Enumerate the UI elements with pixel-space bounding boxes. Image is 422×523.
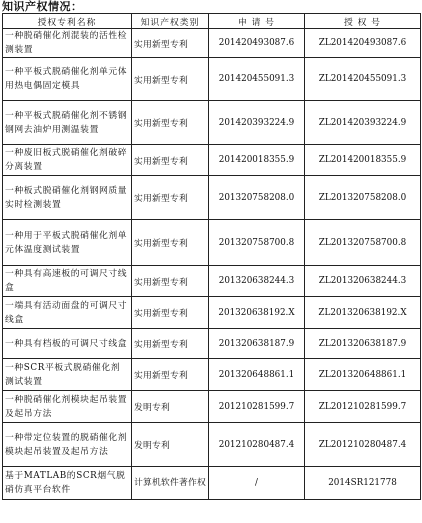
- grant-no: ZL201320638192.X: [305, 297, 421, 329]
- ip-category: 实用新型专利: [132, 29, 209, 58]
- application-no: 201420018355.9: [209, 145, 305, 176]
- ip-category: 实用新型专利: [132, 176, 209, 220]
- application-no: /: [209, 467, 305, 500]
- table-row: [3, 176, 421, 220]
- grant-no: ZL201320758700.8: [305, 220, 421, 266]
- application-no: 201420455091.3: [209, 58, 305, 101]
- patent-name: 一种具有档板的可调尺寸线盒: [3, 329, 132, 359]
- table-row: [3, 101, 421, 145]
- application-no: 201420493087.6: [209, 29, 305, 58]
- table-row: [3, 359, 421, 391]
- grant-no: ZL201420393224.9: [305, 101, 421, 145]
- patent-name: 一种板式脱硝催化剂钢网质量实时检测装置: [3, 176, 132, 220]
- table-row: [3, 145, 421, 176]
- grant-no: ZL201210281599.7: [305, 391, 421, 423]
- table-row: [3, 391, 421, 423]
- table-row: [3, 423, 421, 467]
- patent-name: 一种脱硝催化剂模块起吊装置及起吊方法: [3, 391, 132, 423]
- ip-category: 计算机软件著作权: [132, 467, 209, 500]
- application-no: 201210281599.7: [209, 391, 305, 423]
- ip-category: 实用新型专利: [132, 101, 209, 145]
- patent-name: 一种用于平板式脱硝催化剂单元体温度测试装置: [3, 220, 132, 266]
- application-no: 201210280487.4: [209, 423, 305, 467]
- patent-name: 一种废旧板式脱硝催化剂破碎分离装置: [3, 145, 132, 176]
- application-no: 201320638192.X: [209, 297, 305, 329]
- ip-category: 发明专利: [132, 423, 209, 467]
- ip-category: 实用新型专利: [132, 329, 209, 359]
- grant-no: 2014SR121778: [305, 467, 421, 500]
- application-no: 201320758208.0: [209, 176, 305, 220]
- header-grant-no: 授 权 号: [305, 14, 421, 29]
- ip-category: 实用新型专利: [132, 359, 209, 391]
- patent-name: 基于MATLAB的SCR烟气脱硝仿真平台软件: [3, 467, 132, 500]
- table-row: [3, 266, 421, 297]
- grant-no: ZL201320758208.0: [305, 176, 421, 220]
- patent-name: 一端具有活动面盘的可调尺寸线盒: [3, 297, 132, 329]
- application-no: 201420393224.9: [209, 101, 305, 145]
- patent-name: 一种平板式脱硝催化剂不锈钢钢网去油炉用测温装置: [3, 101, 132, 145]
- header-patent-name: 授权专利名称: [3, 14, 132, 29]
- grant-no: ZL201210280487.4: [305, 423, 421, 467]
- table-row: [3, 467, 421, 500]
- ip-category: 实用新型专利: [132, 145, 209, 176]
- ip-category: 实用新型专利: [132, 58, 209, 101]
- table-row: [3, 29, 421, 58]
- grant-no: ZL201320648861.1: [305, 359, 421, 391]
- ip-category: 发明专利: [132, 391, 209, 423]
- ip-table: [2, 13, 421, 500]
- table-header-row: [3, 14, 421, 29]
- application-no: 201320648861.1: [209, 359, 305, 391]
- table-row: [3, 58, 421, 101]
- application-no: 201320758700.8: [209, 220, 305, 266]
- patent-name: 一种平板式脱硝催化剂单元体用热电偶固定模具: [3, 58, 132, 101]
- table-row: [3, 220, 421, 266]
- patent-name: 一种具有高速板的可调尺寸线盒: [3, 266, 132, 297]
- patent-name: 一种带定位装置的脱硝催化剂模块起吊装置及起吊方法: [3, 423, 132, 467]
- application-no: 201320638244.3: [209, 266, 305, 297]
- grant-no: ZL201420455091.3: [305, 58, 421, 101]
- table-row: [3, 297, 421, 329]
- table-row: [3, 329, 421, 359]
- grant-no: ZL201420493087.6: [305, 29, 421, 58]
- header-application-no: 申 请 号: [209, 14, 305, 29]
- application-no: 201320638187.9: [209, 329, 305, 359]
- ip-category: 实用新型专利: [132, 297, 209, 329]
- ip-category: 实用新型专利: [132, 220, 209, 266]
- page-title: 知识产权情况：: [2, 0, 83, 13]
- grant-no: ZL201320638244.3: [305, 266, 421, 297]
- grant-no: ZL201320638187.9: [305, 329, 421, 359]
- header-ip-category: 知识产权类别: [132, 14, 209, 29]
- grant-no: ZL201420018355.9: [305, 145, 421, 176]
- patent-name: 一种脱硝催化剂混装的活性检测装置: [3, 29, 132, 58]
- ip-category: 实用新型专利: [132, 266, 209, 297]
- patent-name: 一种SCR平板式脱硝催化剂测试装置: [3, 359, 132, 391]
